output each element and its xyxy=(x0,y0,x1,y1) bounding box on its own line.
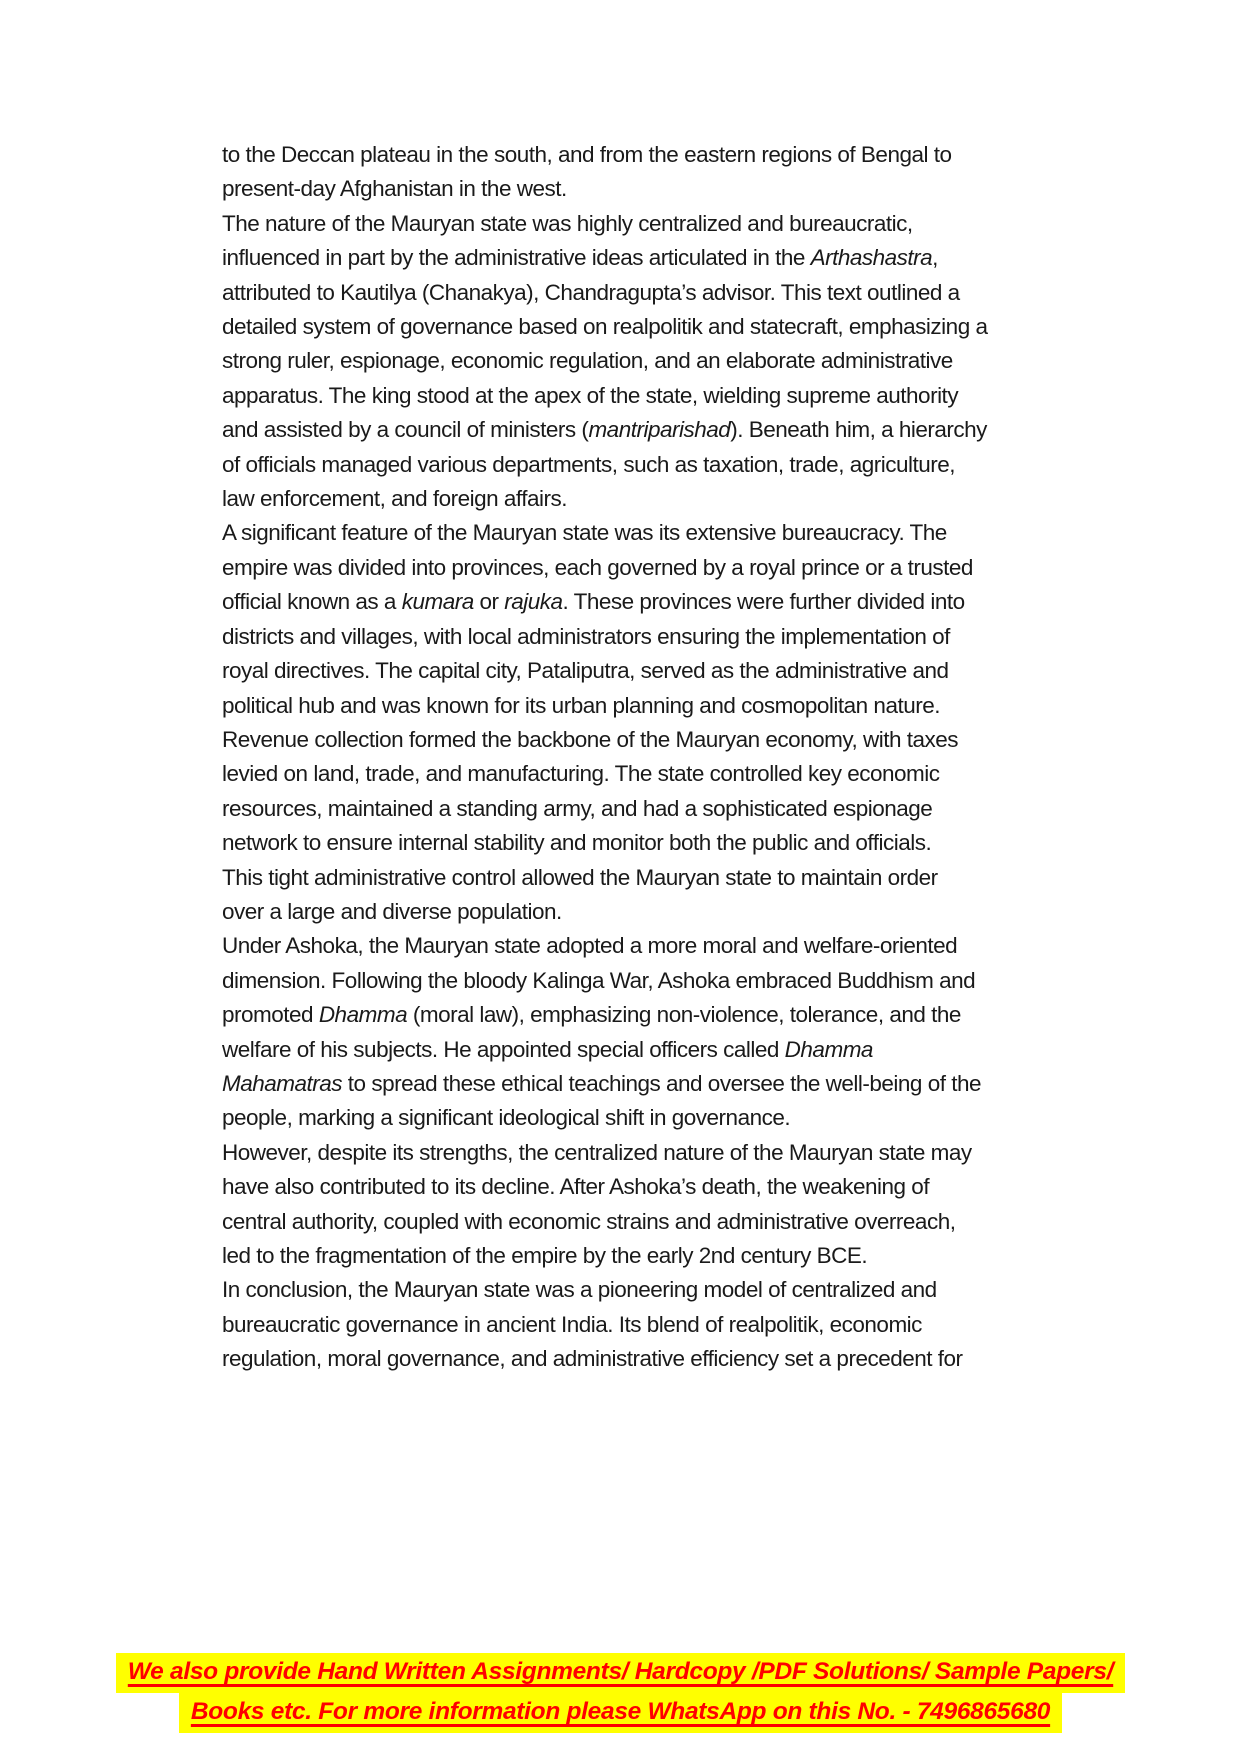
text-line: to the Deccan plateau in the south, and from the eastern regions of Bengal to xyxy=(222,142,952,167)
text-line: over a large and diverse population. xyxy=(222,898,562,924)
text-line: However, despite its strengths, the centralized nature of the Mauryan state may xyxy=(222,1139,972,1165)
promo-footer-line xyxy=(0,1692,1241,1732)
text-line: detailed system of governance based on realpolitik and statecraft, emphasizing a xyxy=(222,314,988,340)
text-line: empire was divided into provinces, each governed by a royal prince or a trusted xyxy=(222,554,973,580)
text-line: levied on land, trade, and manufacturing. The state controlled key economic xyxy=(222,761,940,787)
text-line: strong ruler, espionage, economic regulation, and an elaborate administrative xyxy=(222,348,953,374)
text-line: bureaucratic governance in ancient India. Its blend of realpolitik, economic xyxy=(222,1311,922,1337)
promo-footer-line-text: We also provide Hand Written Assignments/ Hardcopy /PDF Solutions/ Sample Papers/ xyxy=(116,1653,1125,1693)
text-line: official known as a kumara or rajuka. These provinces were further divided into xyxy=(222,589,965,615)
text-line: This tight administrative control allowed the Mauryan state to maintain order xyxy=(222,864,938,890)
text-line: present-day Afghanistan in the west. xyxy=(222,176,567,202)
text-line: The nature of the Mauryan state was highly centralized and bureaucratic, xyxy=(222,210,913,236)
text-line: Under Ashoka, the Mauryan state adopted a more moral and welfare-oriented xyxy=(222,933,958,959)
body-text xyxy=(222,138,1102,1377)
text-line: attributed to Kautilya (Chanakya), Chandragupta’s advisor. This text outlined a xyxy=(222,279,960,305)
text-line: network to ensure internal stability and monitor both the public and officials. xyxy=(222,830,932,856)
text-line: A significant feature of the Mauryan state was its extensive bureaucracy. The xyxy=(222,520,947,546)
text-line: have also contributed to its decline. After Ashoka’s death, the weakening of xyxy=(222,1174,930,1200)
text-line: royal directives. The capital city, Pataliputra, served as the administrative and xyxy=(222,658,949,684)
text-line: influenced in part by the administrative ideas articulated in the Arthashastra, xyxy=(222,245,938,271)
text-line: Revenue collection formed the backbone of the Mauryan economy, with taxes xyxy=(222,726,959,752)
text-line: In conclusion, the Mauryan state was a pioneering model of centralized and xyxy=(222,1277,937,1303)
text-line: promoted Dhamma (moral law), emphasizing non-violence, tolerance, and the xyxy=(222,1002,961,1028)
text-line: and assisted by a council of ministers (mantriparishad). Beneath him, a hierarchy xyxy=(222,417,987,443)
text-line: Mahamatras to spread these ethical teachings and oversee the well-being of the xyxy=(222,1070,981,1096)
text-line: led to the fragmentation of the empire by the early 2nd century BCE. xyxy=(222,1243,868,1268)
text-line: districts and villages, with local administrators ensuring the implementation of xyxy=(222,623,950,649)
text-line: resources, maintained a standing army, and had a sophisticated espionage xyxy=(222,795,933,821)
text-line: people, marking a significant ideological shift in governance. xyxy=(222,1105,791,1131)
text-line: of officials managed various departments, such as taxation, trade, agriculture, xyxy=(222,451,956,477)
promo-footer-line-text: Books etc. For more information please WhatsApp on this No. - 7496865680 xyxy=(179,1693,1062,1733)
text-line: political hub and was known for its urban planning and cosmopolitan nature. xyxy=(222,692,940,718)
text-line: central authority, coupled with economic strains and administrative overreach, xyxy=(222,1208,956,1234)
text-line: apparatus. The king stood at the apex of the state, wielding supreme authority xyxy=(222,382,959,408)
text-line: regulation, moral governance, and administrative efficiency set a precedent for xyxy=(222,1346,963,1372)
promo-footer xyxy=(0,1652,1241,1732)
promo-footer-line xyxy=(0,1652,1241,1692)
text-line: dimension. Following the bloody Kalinga War, Ashoka embraced Buddhism and xyxy=(222,967,976,993)
text-line: law enforcement, and foreign affairs. xyxy=(222,486,568,512)
text-line: welfare of his subjects. He appointed special officers called Dhamma xyxy=(222,1036,873,1062)
